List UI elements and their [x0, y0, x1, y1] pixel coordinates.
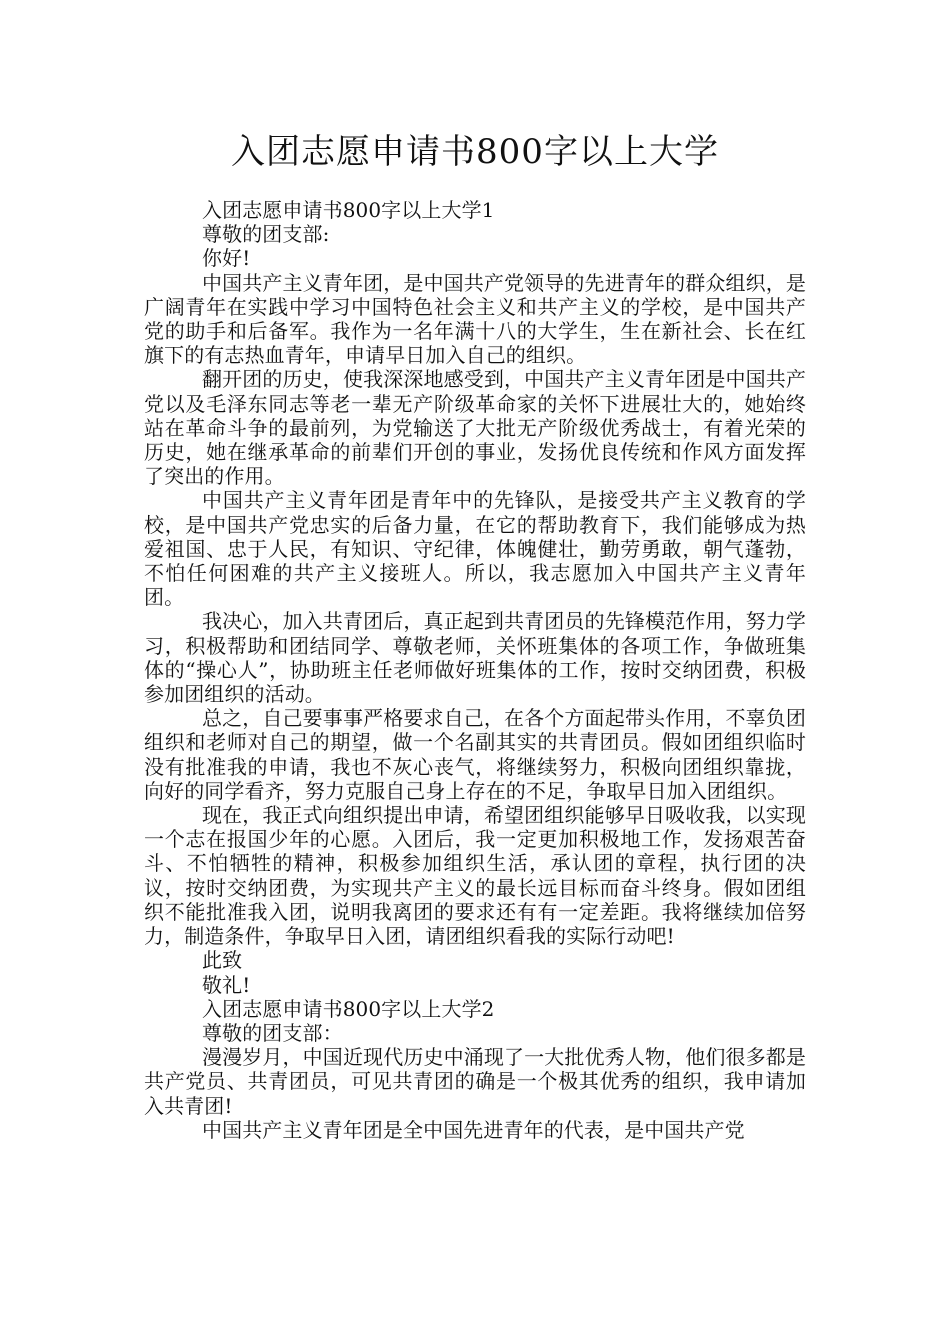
document-body: [144, 198, 806, 1142]
body-paragraph: 中国共产主义青年团是青年中的先锋队，是接受共产主义教育的学校，是中国共产党忠实的后备力量，在它的帮助教育下，我们能够成为热爱祖国、忠于人民，有知识、守纪律，体魄健壮，勤劳勇敢，朝气蓬勃，不怕任何困难的共产主义接班人。所以，我志愿加入中国共产主义青年团。: [144, 488, 806, 610]
section-heading-1: 入团志愿申请书800字以上大学1: [202, 198, 495, 222]
salutation: 尊敬的团支部：: [202, 1020, 343, 1045]
closing-salute: 敬礼!: [202, 972, 251, 997]
section-heading-2: 入团志愿申请书800字以上大学2: [202, 996, 495, 1021]
greeting: 你好!: [202, 246, 251, 271]
closing-line: 此致: [202, 948, 243, 973]
body-paragraph: 中国共产主义青年团，是中国共产党领导的先进青年的群众组织，是广阔青年在实践中学习中国特色社会主义和共产主义的学校，是中国共产党的助手和后备军。我作为一名年满十八的大学生，生在新社会、长在红旗下的有志热血青年，申请早日加入自己的组织。: [144, 270, 806, 368]
body-paragraph: 漫漫岁月，中国近现代历史中涌现了一大批优秀人物，他们很多都是共产党员、共青团员，可见共青团的确是一个极其优秀的组织，我申请加入共青团!: [144, 1045, 806, 1118]
body-paragraph: 中国共产主义青年团是全中国先进青年的代表，是中国共产党: [202, 1117, 745, 1142]
body-paragraph: 我决心，加入共青团后，真正起到共青团员的先锋模范作用，努力学习，积极帮助和团结同学、尊敬老师，关怀班集体的各项工作，争做班集体的“操心人”，协助班主任老师做好班集体的工作，按时交纳团费，积极参加团组织的活动。: [144, 609, 806, 707]
salutation: 尊敬的团支部:: [202, 222, 330, 247]
body-paragraph: 总之，自己要事事严格要求自己，在各个方面起带头作用，不辜负团组织和老师对自己的期望，做一个名副其实的共青团员。假如团组织临时没有批准我的申请，我也不灰心丧气，将继续努力，积极向团组织靠拢，向好的同学看齐，努力克服自己身上存在的不足，争取早日加入团组织。: [144, 706, 806, 803]
document-title: 入团志愿申请书800字以上大学: [231, 132, 719, 172]
body-paragraph: 现在，我正式向组织提出申请，希望团组织能够早日吸收我，以实现一个志在报国少年的心愿。入团后，我一定更加积极地工作，发扬艰苦奋斗、不怕牺牲的精神，积极参加组织生活，承认团的章程，执行团的决议，按时交纳团费，为实现共产主义的最长远目标而奋斗终身。假如团组织不能批准我入团，说明我离团的要求还有有一定差距。我将继续加倍努力，制造条件，争取早日入团，请团组织看我的实际行动吧!: [144, 803, 806, 949]
body-paragraph: 翻开团的历史，使我深深地感受到，中国共产主义青年团是中国共产党以及毛泽东同志等老一辈无产阶级革命家的关怀下进展壮大的，她始终站在革命斗争的最前列，为党输送了大批无产阶级优秀战士，有着光荣的历史，她在继承革命的前辈们开创的事业，发扬优良传统和作风方面发挥了突出的作用。: [144, 367, 806, 489]
